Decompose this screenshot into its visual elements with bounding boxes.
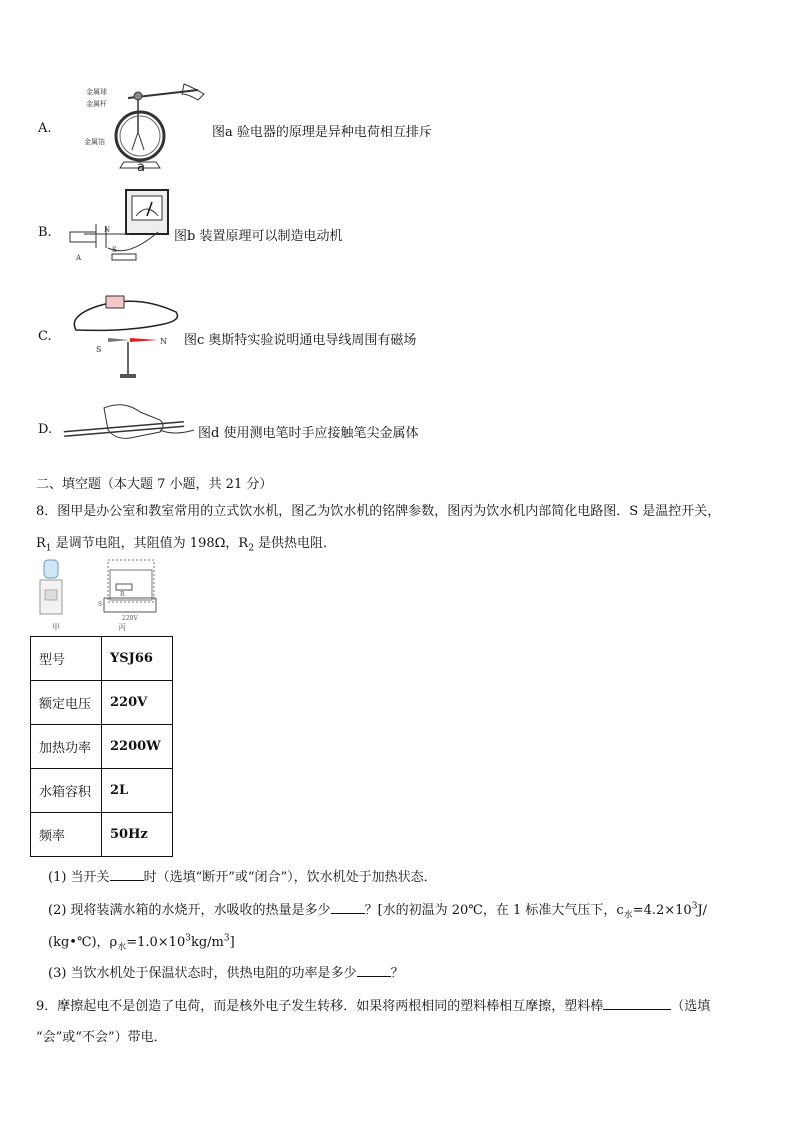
magnet-s-label: S <box>112 246 117 254</box>
resistor-label: R <box>120 591 125 598</box>
oersted-experiment-figure <box>68 288 182 384</box>
figure-jia-label: 甲 <box>52 623 60 632</box>
wire-a-label: A <box>76 254 82 262</box>
metal-foil-label: 金属箔 <box>84 138 105 146</box>
option-b-letter: B. <box>38 225 52 240</box>
q8-part3: (3) 当饮水机处于保温状态时，供热电阻的功率是多少 ？ <box>48 966 404 981</box>
test-pen-figure <box>64 400 198 450</box>
q8-line2: $R_1$ 是调节电阻，其阻值为 198Ω，$R_2$ 是供热电阻． <box>36 536 337 554</box>
option-d-caption: 图d 使用测电笔时手应接触笔尖金属体 <box>198 426 419 441</box>
option-a-letter: A. <box>38 121 52 136</box>
electroscope-figure <box>80 84 210 176</box>
q9-line2: “会”或“不会”）带电． <box>36 1030 167 1045</box>
needle-s-label: S <box>96 345 102 354</box>
figure-bing-label: 丙 <box>118 623 126 632</box>
switch-s-label: S <box>98 601 103 608</box>
q8-part1: (1) 当开关 时（选填“断开”或“闭合”），饮水机处于加热状态． <box>48 870 437 885</box>
table-row: 频率 50Hz <box>31 813 173 857</box>
motor-apparatus-figure <box>66 188 170 268</box>
section-heading: 二、填空题（本大题 7 小题，共 21 分） <box>36 477 273 492</box>
q8-part2: (2) 现将装满水箱的水烧开，水吸收的热量是多少 ？[水的初温为 20℃，在 1 标准大气压下，$c_水=4.2\times 10^3J/$ <box>48 901 708 921</box>
option-c-caption: 图c 奥斯特实验说明通电导线周围有磁场 <box>184 333 417 348</box>
table-row: 额定电压 220V <box>31 681 173 725</box>
metal-ball-label: 金属球 <box>86 88 107 96</box>
q8-line1: 8．图甲是办公室和教室常用的立式饮水机，图乙为饮水机的铭牌参数，图丙为饮水机内部简化电路图．S 是温控开关， <box>36 504 721 519</box>
water-dispenser-figure <box>34 556 70 630</box>
q8-part2-cont: (kg•℃)，$\rho_水=1.0\times 10^3kg/m^3$] <box>48 933 235 953</box>
option-d-letter: D. <box>38 422 53 437</box>
metal-rod-label: 金属杆 <box>86 100 107 108</box>
option-b-caption: 图b 装置原理可以制造电动机 <box>174 229 343 244</box>
magnet-n-label: N <box>104 226 111 234</box>
option-a-caption: 图a 验电器的原理是异种电荷相互排斥 <box>212 125 432 140</box>
needle-n-label: N <box>160 337 167 346</box>
table-row: 加热功率 2200W <box>31 725 173 769</box>
q9-line1: 9．摩擦起电不是创造了电荷，而是核外电子发生转移．如果将两根相同的塑料棒相互摩擦，塑料棒 （选填 <box>36 999 711 1014</box>
figure-a-label: a <box>137 160 145 175</box>
nameplate-table <box>30 636 173 857</box>
circuit-diagram-figure <box>96 558 160 624</box>
table-row: 水箱容积 2L <box>31 769 173 813</box>
voltage-label: 220V <box>122 615 138 622</box>
table-row: 型号 YSJ66 <box>31 637 173 681</box>
option-c-letter: C. <box>38 329 52 344</box>
